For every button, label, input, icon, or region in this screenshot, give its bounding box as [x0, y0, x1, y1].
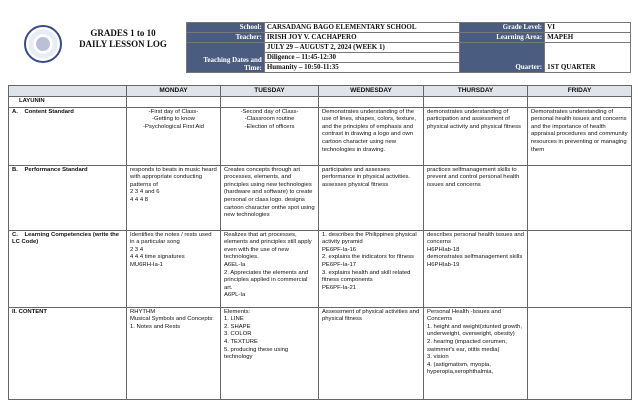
cell-tue: -Second day of Class- -Classroom routine -Election of officers [221, 107, 319, 165]
layunin-label: LAYUNIN [9, 97, 127, 108]
day-wednesday: WEDNESDAY [319, 86, 424, 97]
teacher-label: Teacher: [187, 33, 265, 43]
cell-tue: Realizes that art processes, elements and principles still apply even with the use of new technologies. A6EL-Ia 2. Appreciates the elements and principles applied in commercial art. A6PL-Ia [221, 230, 319, 307]
cell-mon: -First day of Class- -Getting to know -Psychological First Aid [127, 107, 221, 165]
quarter-value: 1ST QUARTER [545, 43, 631, 73]
table-row [9, 307, 632, 399]
row-label-performance-standard: B. Performance Standard [9, 165, 127, 230]
row-label-learning-competencies: C. Learning Competencies (write the LC Code) [9, 230, 127, 307]
cell-tue: Elements: 1. LINE 2. SHAPE 3. COLOR 4. TEXTURE 5. producing these using technology [221, 307, 319, 399]
dates-line3: Humanity – 10:50-11:35 [264, 63, 460, 73]
layunin-row [9, 97, 632, 108]
learning-area-value: MAPEH [545, 33, 631, 43]
title-line2: DAILY LESSON LOG [79, 39, 167, 49]
cell-thu: describes personal health issues and concerns H6PHIab-18 demonstrates selfmanagement skills H6PHIab-19 [424, 230, 528, 307]
day-monday: MONDAY [127, 86, 221, 97]
dates-line1: JULY 29 – AUGUST 2, 2024 (WEEK 1) [264, 43, 460, 53]
day-tuesday: TUESDAY [221, 86, 319, 97]
cell-thu: practices selfmanagement skills to prevent and control personal health issues and concerns [424, 165, 528, 230]
corner-cell [9, 86, 127, 97]
lesson-table [8, 85, 632, 400]
grade-level-value: VI [545, 23, 631, 33]
cell-mon: responds to beats in music heard with appropriate conducting patterns of 2 3 4 and 6 4 4 4 8 [127, 165, 221, 230]
day-friday: FRIDAY [528, 86, 632, 97]
day-thursday: THURSDAY [424, 86, 528, 97]
cell-fri [528, 307, 632, 399]
school-value: CARSADANG BAGO ELEMENTARY SCHOOL [264, 23, 460, 33]
quarter-label: Quarter: [460, 43, 545, 73]
cell-wed: Assessment of physical activities and physical fitness [319, 307, 424, 399]
teacher-value: IRISH JOY V. CACHAPERO [264, 33, 460, 43]
school-label: School: [187, 23, 265, 33]
cell-fri [528, 230, 632, 307]
row-label-content: II. CONTENT [9, 307, 127, 399]
cell-tue: Creates concepts through art processes, elements, and principles using new technologies (hardware and software) to create personal or class logo. designs cartoon character onthe spot using new technologies [221, 165, 319, 230]
header-grid [186, 22, 631, 73]
grade-level-label: Grade Level: [460, 23, 545, 33]
table-row [9, 165, 632, 230]
header [8, 22, 631, 76]
row-label-content-standard: A. Content Standard [9, 107, 127, 165]
cell-thu: demonstrates understanding of participation and assessment of physical activity and physical fitness [424, 107, 528, 165]
cell-fri [528, 165, 632, 230]
cell-wed: participates and assesses performance in physical activities. assesses physical fitness [319, 165, 424, 230]
cell-wed: Demonstrates understanding of the use of lines, shapes, colors, texture, and the principles of emphasis and contrast in drawing a logo and own cartoon character using new technologies in drawing. [319, 107, 424, 165]
day-header-row [9, 86, 632, 97]
table-row [9, 230, 632, 307]
title-line1: GRADES 1 to 10 [90, 28, 156, 38]
dates-line2: Diligence – 11:45-12:30 [264, 53, 460, 63]
learning-area-label: Learning Area: [460, 33, 545, 43]
cell-thu: Personal Health -Issues and Concerns 1. height and weight(stunted growth, underweight, overweight, obesity) 2. hearing (impacted cerumen, swimmer's ear, otitis media) 3. vision 4. (astigmatism, myopia, hyperopia,xerophthalmia, [424, 307, 528, 399]
log-title [68, 28, 178, 50]
deped-seal-icon [24, 25, 62, 63]
dates-label: Teaching Dates and Time: [187, 43, 265, 73]
table-row [9, 107, 632, 165]
cell-wed: 1. describes the Philippines physical activity pyramid PE6PF-Ia-16 2. explains the indicators for fitness PE6PF-Ia-17 3. explains health and skill related fitness components PE6PF-Ia-21 [319, 230, 424, 307]
cell-mon: RHYTHM Musical Symbols and Concepts: 1. Notes and Rests [127, 307, 221, 399]
cell-mon: Identifies the notes / rests used in a particular song 2 3 4 4 4 4 time signatures MU6RH-Ia-1 [127, 230, 221, 307]
cell-fri: Demonstrates understanding of personal health issues and concerns and the importance of health appraisal procedures and community resources in preventing or managing them [528, 107, 632, 165]
